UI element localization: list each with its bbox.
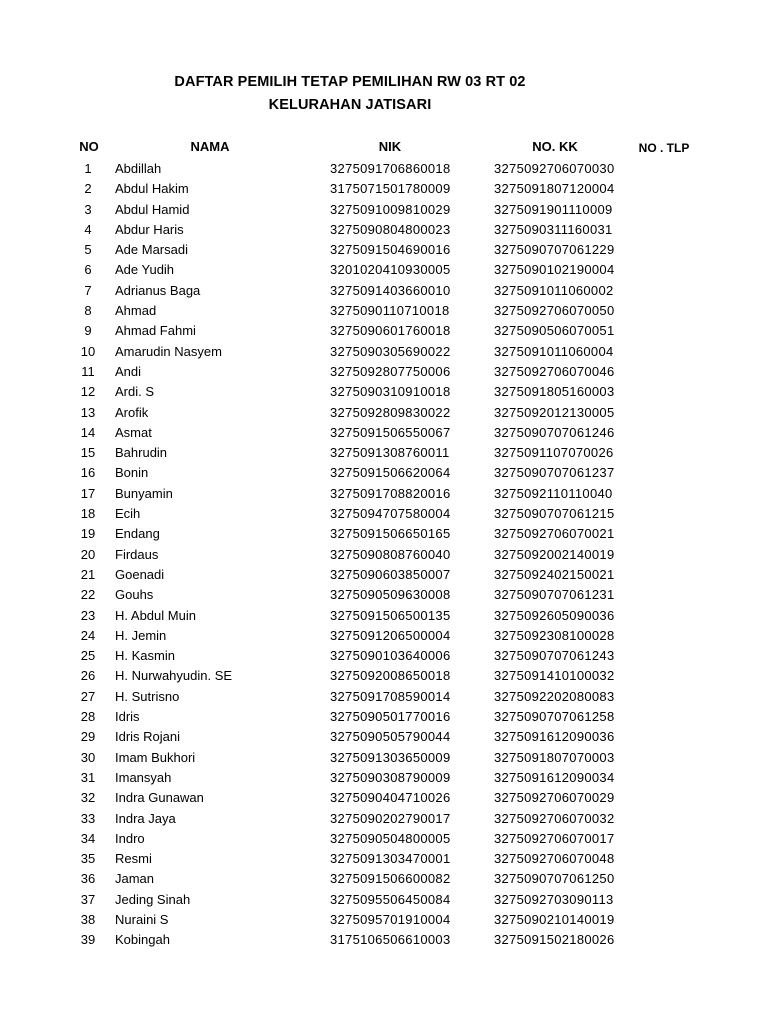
table-row (0, 159, 768, 179)
row-number: 6 (84, 262, 92, 278)
voter-kk: 3275090707061246 (494, 424, 615, 440)
voter-nik: 3275091708590014 (330, 688, 451, 704)
voter-nik: 3275095701910004 (330, 911, 451, 927)
row-number: 19 (80, 526, 96, 542)
voter-nik: 3275091206500004 (330, 627, 451, 643)
table-row (0, 200, 768, 220)
voter-name: Jaman (115, 871, 155, 887)
voter-nik: 3175106506610003 (330, 932, 451, 948)
voter-kk: 3275091502180026 (494, 932, 615, 948)
voter-kk: 3275092706070048 (494, 851, 615, 867)
voter-name: Asmat (115, 424, 152, 440)
voter-name: Indra Gunawan (115, 790, 204, 806)
table-row (0, 220, 768, 240)
table-row (0, 484, 768, 504)
row-number: 32 (80, 790, 96, 806)
table-row (0, 910, 768, 930)
voter-kk: 3275092002140019 (494, 546, 615, 562)
voter-nik: 3275091504690016 (330, 242, 451, 258)
voter-table-body (0, 159, 768, 951)
voter-nik: 3275091009810029 (330, 201, 451, 217)
voter-kk: 3275092706070029 (494, 790, 615, 806)
voter-kk: 3275090707061237 (494, 465, 615, 481)
voter-name: Abdillah (115, 161, 162, 176)
table-row (0, 626, 768, 646)
voter-kk: 3275090707061229 (494, 242, 615, 258)
row-number: 37 (80, 891, 96, 907)
voter-nik: 3275090601760018 (330, 323, 451, 339)
voter-nik: 3275090110710018 (330, 303, 450, 319)
column-header-nik: NIK (378, 139, 402, 154)
voter-nik: 3275091506500135 (330, 607, 451, 623)
table-row (0, 666, 768, 686)
voter-name: Adrianus Baga (115, 282, 201, 298)
voter-name: Andi (115, 363, 142, 379)
voter-kk: 3275091410100032 (494, 668, 615, 684)
table-row (0, 260, 768, 280)
table-row (0, 382, 768, 402)
voter-kk: 3275090506070051 (494, 323, 615, 339)
row-number: 31 (80, 769, 96, 785)
table-row (0, 788, 768, 808)
voter-nik: 3275091708820016 (330, 485, 451, 501)
voter-name: Resmi (115, 851, 152, 867)
voter-nik: 3275090504800005 (330, 830, 451, 846)
voter-kk: 3275092706070030 (494, 161, 615, 176)
row-number: 36 (80, 871, 96, 887)
table-row (0, 829, 768, 849)
voter-nik: 3275092809830022 (330, 404, 451, 420)
document-subtitle: KELURAHAN JATISARI (268, 97, 432, 113)
voter-name: Imansyah (115, 769, 172, 785)
table-row (0, 606, 768, 626)
voter-kk: 3275092706070021 (494, 526, 615, 542)
voter-nik: 3275091403660010 (330, 282, 451, 298)
row-number: 16 (80, 465, 96, 481)
row-number: 9 (84, 323, 92, 339)
table-row (0, 240, 768, 260)
row-number: 29 (80, 729, 96, 745)
row-number: 2 (84, 181, 92, 197)
voter-nik: 3275090501770016 (330, 709, 451, 725)
table-row (0, 321, 768, 341)
voter-name: Abdul Hamid (115, 201, 190, 217)
voter-kk: 3275092706070032 (494, 810, 615, 826)
voter-kk: 3275092706070050 (494, 303, 615, 319)
table-row (0, 362, 768, 382)
voter-kk: 3275091805160003 (494, 384, 615, 400)
voter-name: Ahmad (115, 303, 157, 319)
voter-kk: 3275091612090034 (494, 769, 615, 785)
voter-nik: 3275090103640006 (330, 648, 451, 664)
voter-nik: 3275090310910018 (330, 384, 451, 400)
table-row (0, 463, 768, 483)
voter-kk: 3275092110110040 (494, 485, 613, 501)
row-number: 18 (80, 506, 96, 522)
voter-nik: 3275091506600082 (330, 871, 451, 887)
row-number: 35 (80, 851, 96, 867)
column-header-nama: NAMA (190, 139, 230, 154)
voter-name: Bunyamin (115, 485, 173, 501)
table-row (0, 687, 768, 707)
voter-kk: 3275092706070046 (494, 363, 615, 379)
table-row (0, 423, 768, 443)
voter-nik: 3275090308790009 (330, 769, 451, 785)
voter-name: Gouhs (115, 587, 154, 603)
voter-name: Ahmad Fahmi (115, 323, 196, 339)
voter-nik: 3275090509630008 (330, 587, 451, 603)
table-row (0, 727, 768, 747)
voter-name: Kobingah (115, 932, 170, 948)
voter-kk: 3275092703090113 (494, 891, 614, 907)
row-number: 23 (80, 607, 96, 623)
voter-nik: 3275090804800023 (330, 221, 451, 237)
voter-nik: 3275090603850007 (330, 566, 451, 582)
row-number: 13 (80, 404, 96, 420)
voter-nik: 3275092807750006 (330, 363, 451, 379)
voter-kk: 3275090707061243 (494, 648, 615, 664)
row-number: 34 (80, 830, 96, 846)
row-number: 20 (80, 546, 96, 562)
voter-name: H. Abdul Muin (115, 607, 196, 623)
voter-nik: 3275094707580004 (330, 506, 451, 522)
voter-name: Bahrudin (115, 445, 168, 461)
voter-name: Imam Bukhori (115, 749, 196, 765)
voter-name: Ade Yudih (115, 262, 175, 278)
row-number: 4 (84, 221, 92, 237)
voter-name: Nuraini S (115, 911, 169, 927)
voter-name: Firdaus (115, 546, 159, 562)
table-row (0, 930, 768, 950)
voter-nik: 3275091303470001 (330, 851, 451, 867)
row-number: 39 (80, 932, 96, 948)
row-number: 21 (80, 566, 96, 582)
voter-kk: 3275090210140019 (494, 911, 615, 927)
voter-name: Bonin (115, 465, 149, 481)
row-number: 27 (80, 688, 96, 704)
voter-nik: 3175071501780009 (330, 181, 451, 197)
voter-nik: 3275090404710026 (330, 790, 451, 806)
row-number: 3 (84, 201, 92, 217)
table-row (0, 707, 768, 727)
voter-kk: 3275092308100028 (494, 627, 615, 643)
table-row (0, 585, 768, 605)
voter-name: Idris (115, 709, 140, 725)
voter-name: Ardi. S (115, 384, 155, 400)
voter-kk: 3275092605090036 (494, 607, 615, 623)
voter-kk: 3275091901110009 (494, 201, 613, 217)
voter-kk: 3275090707061250 (494, 871, 615, 887)
table-row (0, 504, 768, 524)
table-row (0, 809, 768, 829)
voter-name: Jeding Sinah (115, 891, 191, 907)
voter-kk: 3275091612090036 (494, 729, 615, 745)
document-title: DAFTAR PEMILIH TETAP PEMILIHAN RW 03 RT 02 (174, 74, 526, 90)
row-number: 24 (80, 627, 96, 643)
voter-name: H. Sutrisno (115, 688, 180, 704)
column-header-kk: NO. KK (532, 139, 578, 154)
column-header-tlp: NO . TLP (638, 141, 690, 155)
voter-name: Indro (115, 830, 145, 846)
voter-nik: 3275090505790044 (330, 729, 451, 745)
table-row (0, 443, 768, 463)
row-number: 22 (80, 587, 96, 603)
voter-nik: 3275090305690022 (330, 343, 451, 359)
table-row (0, 748, 768, 768)
voter-name: Abdul Hakim (115, 181, 189, 197)
voter-name: H. Kasmin (115, 648, 175, 664)
voter-nik: 3275091506620064 (330, 465, 451, 481)
row-number: 15 (80, 445, 96, 461)
row-number: 5 (84, 242, 92, 258)
table-row (0, 403, 768, 423)
row-number: 1 (84, 161, 92, 176)
voter-nik: 3275091303650009 (330, 749, 451, 765)
voter-name: Endang (115, 526, 160, 542)
row-number: 28 (80, 709, 96, 725)
voter-name: Ecih (115, 506, 141, 522)
table-row (0, 545, 768, 565)
table-row (0, 281, 768, 301)
row-number: 30 (80, 749, 96, 765)
voter-kk: 3275091107070026 (494, 445, 614, 461)
table-row (0, 768, 768, 788)
voter-nik: 3275091706860018 (330, 161, 451, 176)
voter-nik: 3275091308760011 (330, 445, 450, 461)
voter-kk: 3275091807070003 (494, 749, 615, 765)
voter-kk: 3275090102190004 (494, 262, 615, 278)
voter-name: Indra Jaya (115, 810, 176, 826)
voter-name: Idris Rojani (115, 729, 181, 745)
voter-name: Amarudin Nasyem (115, 343, 222, 359)
row-number: 11 (81, 363, 95, 379)
row-number: 10 (80, 343, 96, 359)
voter-nik: 3275090202790017 (330, 810, 451, 826)
voter-kk: 3275091807120004 (494, 181, 615, 197)
voter-kk: 3275091011060004 (494, 343, 614, 359)
table-row (0, 890, 768, 910)
voter-kk: 3275092202080083 (494, 688, 615, 704)
voter-name: Abdur Haris (115, 221, 184, 237)
voter-kk: 3275092706070017 (494, 830, 615, 846)
row-number: 12 (80, 384, 96, 400)
voter-nik: 3275091506650165 (330, 526, 451, 542)
voter-kk: 3275092012130005 (494, 404, 615, 420)
voter-name: H. Jemin (115, 627, 167, 643)
table-row (0, 646, 768, 666)
voter-nik: 3275092008650018 (330, 668, 451, 684)
row-number: 33 (80, 810, 96, 826)
voter-kk: 3275090707061215 (494, 506, 615, 522)
row-number: 8 (84, 303, 92, 319)
voter-kk: 3275090707061231 (494, 587, 615, 603)
voter-nik: 3201020410930005 (330, 262, 451, 278)
voter-name: Arofik (115, 404, 149, 420)
voter-nik: 3275090808760040 (330, 546, 451, 562)
voter-kk: 3275092402150021 (494, 566, 615, 582)
row-number: 7 (84, 282, 92, 298)
row-number: 26 (80, 668, 96, 684)
table-row (0, 179, 768, 199)
voter-nik: 3275091506550067 (330, 424, 451, 440)
row-number: 38 (80, 911, 96, 927)
table-row (0, 342, 768, 362)
voter-nik: 3275095506450084 (330, 891, 451, 907)
row-number: 25 (80, 648, 96, 664)
voter-kk: 3275091011060002 (494, 282, 614, 298)
voter-kk: 3275090707061258 (494, 709, 615, 725)
table-row (0, 301, 768, 321)
column-header-no: NO (79, 139, 99, 154)
row-number: 14 (80, 424, 96, 440)
voter-name: Ade Marsadi (115, 242, 188, 258)
row-number: 17 (80, 485, 96, 501)
voter-name: Goenadi (115, 566, 165, 582)
table-row (0, 869, 768, 889)
table-row (0, 849, 768, 869)
voter-name: H. Nurwahyudin. SE (115, 668, 233, 684)
voter-kk: 3275090311160031 (494, 221, 613, 237)
table-row (0, 524, 768, 544)
table-row (0, 565, 768, 585)
